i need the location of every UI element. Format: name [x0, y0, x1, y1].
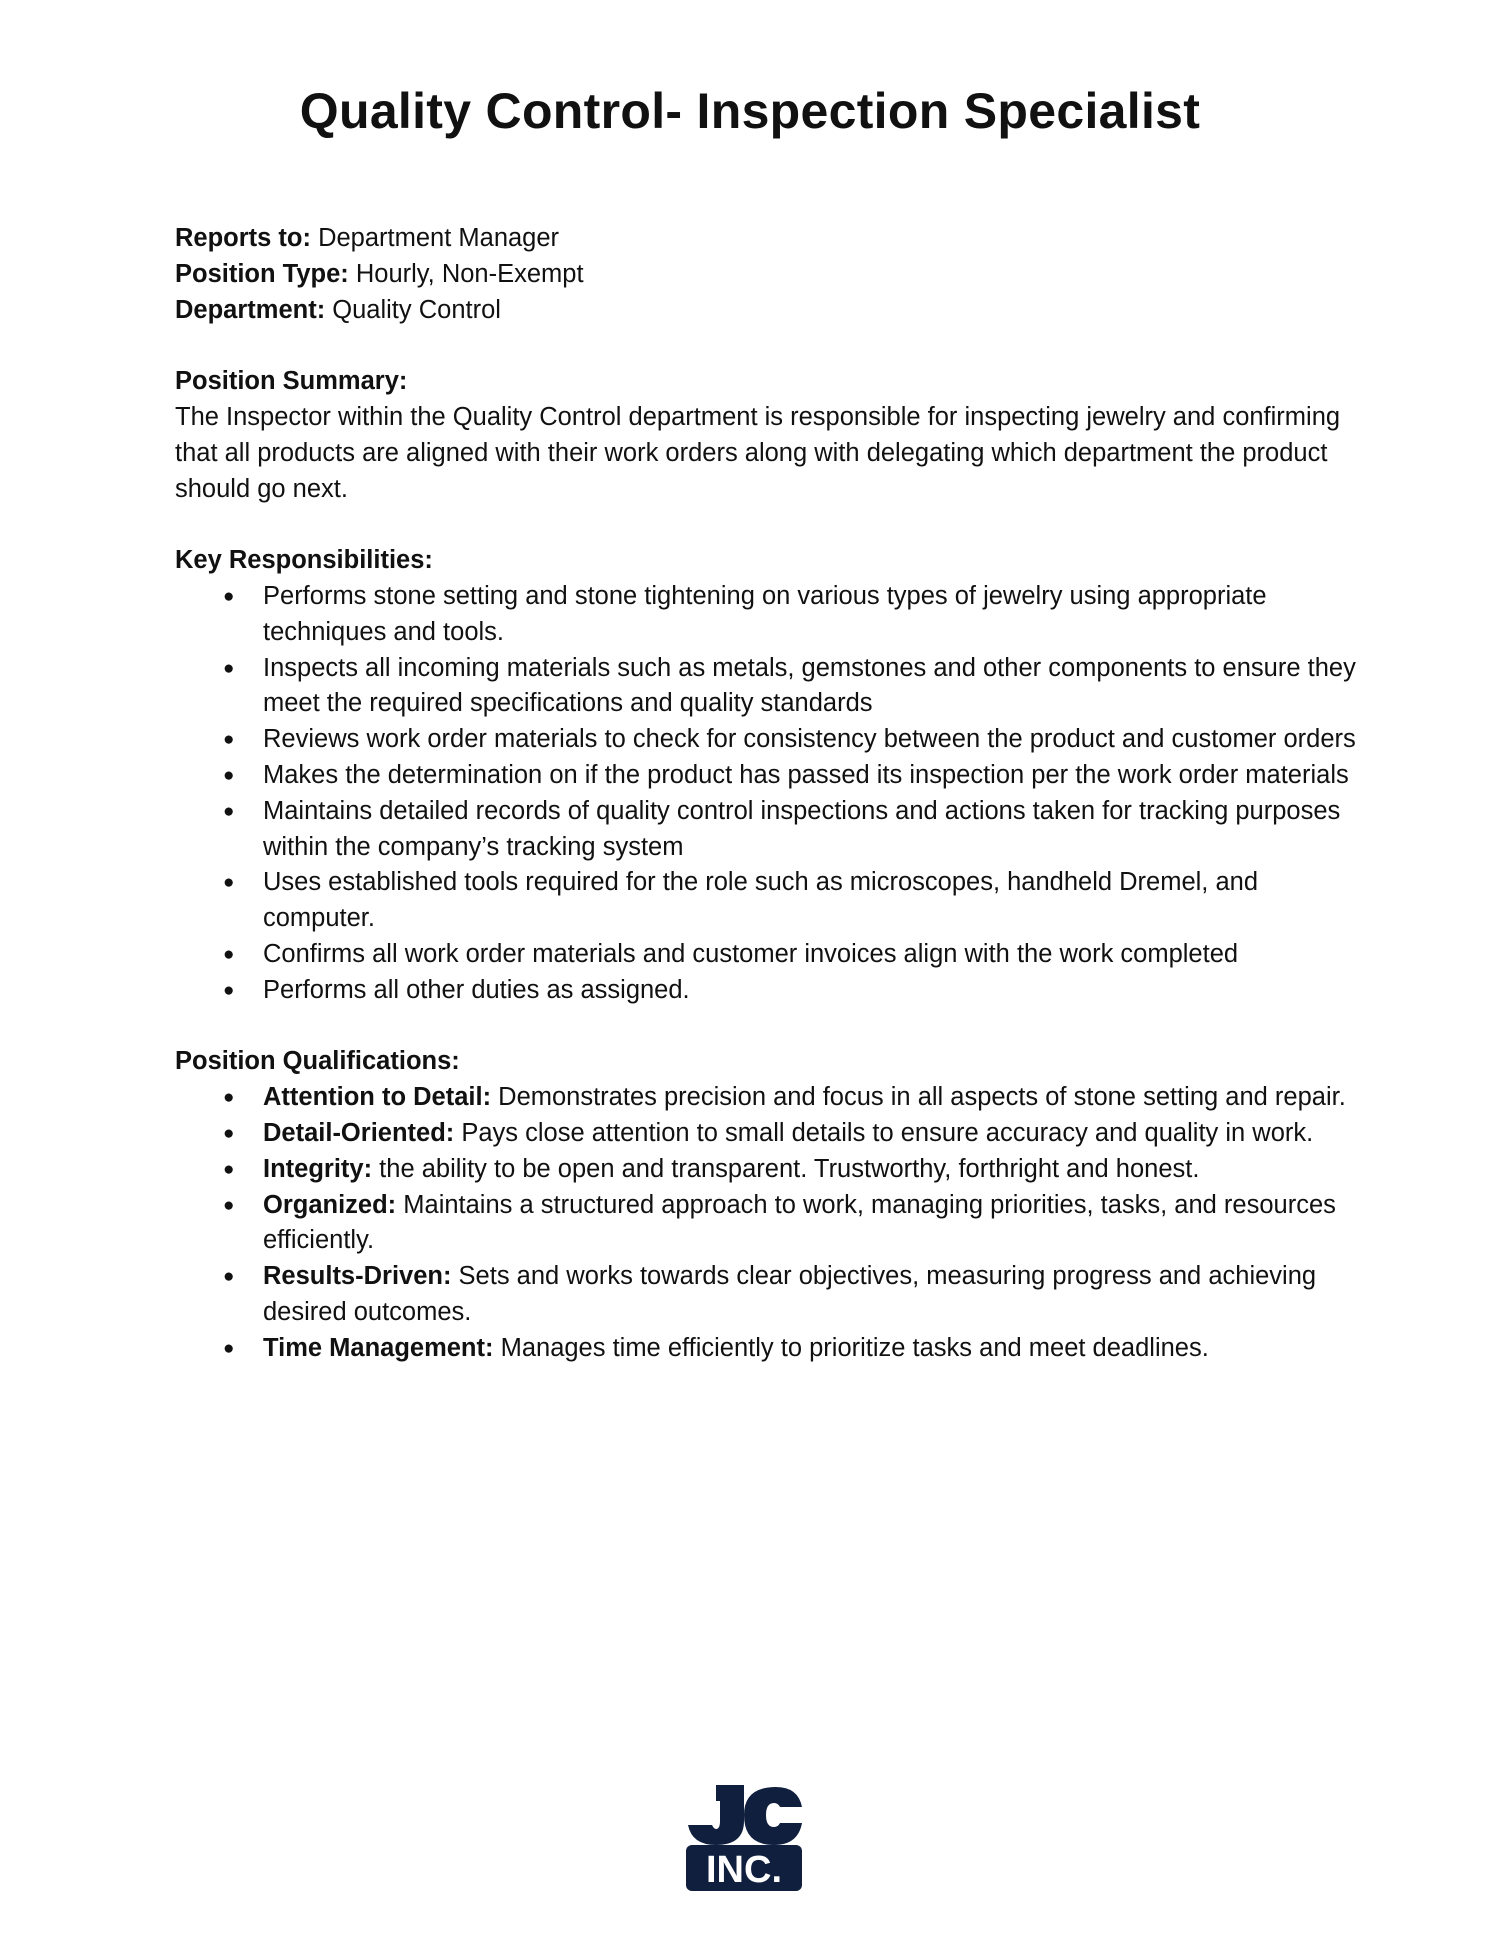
list-item — [175, 1188, 1375, 1260]
reports-to-value: Department Manager — [311, 224, 560, 252]
bullet-icon: ● — [223, 585, 235, 607]
responsibility-text: Confirms all work order materials and customer invoices align with the work completed — [263, 939, 1239, 968]
position-type-label: Position Type: — [175, 259, 349, 288]
bullet-icon: ● — [223, 729, 235, 751]
qualification-name: Time Management: — [263, 1333, 494, 1362]
bullet-icon: ● — [223, 872, 235, 894]
list-item — [175, 758, 1375, 794]
reports-to-label: Reports to: — [175, 224, 311, 252]
bullet-icon: ● — [223, 1337, 235, 1359]
bullet-icon: ● — [223, 1158, 235, 1180]
responsibility-text: Reviews work order materials to check for consistency between the product and customer orders — [263, 725, 1356, 754]
qualification-text: Maintains a structured approach to work, managing priorities, tasks, and resources efficiently. — [263, 1190, 1336, 1255]
list-item — [175, 1259, 1375, 1331]
qualifications-heading: Position Qualifications: — [175, 1047, 460, 1076]
list-item — [175, 1331, 1375, 1367]
list-item — [175, 579, 1375, 651]
svg-text:INC.: INC. — [706, 1849, 782, 1891]
bullet-icon: ● — [223, 943, 235, 965]
qualification-name: Integrity: — [263, 1154, 373, 1183]
responsibility-text: Uses established tools required for the role such as microscopes, handheld Dremel, and computer. — [263, 868, 1259, 933]
responsibility-text: Maintains detailed records of quality control inspections and actions taken for tracking purposes within the company’s tracking system — [263, 796, 1341, 861]
qualification-name: Detail-Oriented: — [263, 1118, 455, 1147]
qualification-name: Attention to Detail: — [263, 1083, 492, 1112]
bullet-icon: ● — [223, 1122, 235, 1144]
position-type-line — [175, 257, 1375, 293]
list-item — [175, 722, 1375, 758]
qualification-name: Results-Driven: — [263, 1262, 452, 1291]
list-item — [175, 973, 1375, 1009]
bullet-icon: ● — [223, 1194, 235, 1216]
jc-inc-logo-icon — [686, 1785, 802, 1891]
list-item — [175, 865, 1375, 937]
responsibilities-list — [175, 579, 1375, 1009]
company-logo — [686, 1785, 802, 1891]
responsibilities-heading: Key Responsibilities: — [175, 546, 433, 575]
bullet-icon: ● — [223, 657, 235, 679]
responsibility-text: Performs stone setting and stone tightening on various types of jewelry using appropriate techniques and tools. — [263, 581, 1267, 646]
responsibility-text: Makes the determination on if the product has passed its inspection per the work order materials — [263, 760, 1349, 789]
bullet-icon: ● — [223, 1266, 235, 1288]
qualification-name: Organized: — [263, 1190, 397, 1219]
bullet-icon: ● — [223, 979, 235, 1001]
list-item — [175, 1080, 1375, 1116]
list-item — [175, 794, 1375, 866]
bullet-icon: ● — [223, 800, 235, 822]
list-item — [175, 1152, 1375, 1188]
qualifications-list — [175, 1080, 1375, 1366]
list-item — [175, 651, 1375, 723]
qualification-text: the ability to be open and transparent. Trustworthy, forthright and honest. — [372, 1154, 1200, 1183]
responsibility-text: Performs all other duties as assigned. — [263, 975, 690, 1004]
qualification-text: Sets and works towards clear objectives, measuring progress and achieving desired outcomes. — [263, 1262, 1317, 1326]
summary-text: The Inspector within the Quality Control department is responsible for inspecting jewelry and confirming that all products are aligned with their work orders along with delegating which department the product should go next. — [175, 402, 1341, 503]
list-item — [175, 1116, 1375, 1152]
document-body — [175, 221, 1375, 1367]
qualification-text: Manages time efficiently to prioritize tasks and meet deadlines. — [493, 1333, 1209, 1362]
reports-to-line — [175, 221, 1375, 257]
spacer — [175, 328, 1375, 364]
bullet-icon: ● — [223, 764, 235, 786]
position-type-value: Hourly, Non-Exempt — [348, 259, 584, 288]
responsibility-text: Inspects all incoming materials such as metals, gemstones and other components to ensure they meet the required specifications and quality standards — [263, 653, 1356, 718]
summary-heading: Position Summary: — [175, 367, 408, 396]
spacer — [175, 1009, 1375, 1045]
qualification-text: Demonstrates precision and focus in all aspects of stone setting and repair. — [491, 1083, 1346, 1112]
department-value: Quality Control — [325, 295, 501, 324]
spacer — [175, 507, 1375, 543]
list-item — [175, 937, 1375, 973]
page-title: Quality Control- Inspection Specialist — [299, 83, 1201, 139]
bullet-icon: ● — [223, 1087, 235, 1109]
department-line — [175, 293, 1375, 329]
department-label: Department: — [175, 295, 326, 324]
qualification-text: Pays close attention to small details to ensure accuracy and quality in work. — [454, 1118, 1314, 1147]
